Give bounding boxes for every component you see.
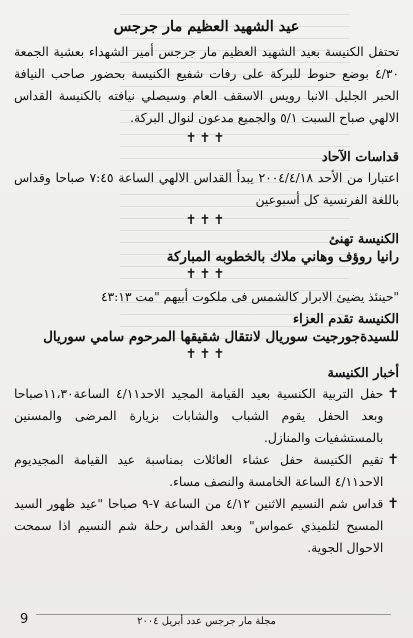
news-item	[14, 383, 399, 449]
congrats-text: رانيا روؤف وهاني ملاك بالخطوبه المباركة	[166, 249, 399, 265]
masses-paragraph: اعتبارا من الأحد ٢٠٠٤/٤/١٨ يبدأ القداس الالهي الساعة ٧:٤٥ صباحا وقداس باللغة الفرنسية كل أسبوعين	[14, 171, 400, 207]
cross-divider-1: ✝✝✝	[185, 131, 228, 146]
news-item	[14, 449, 399, 493]
masses-heading: قداسات الآحاد	[321, 150, 399, 165]
condolences-heading: الكنيسة تقدم العزاء	[292, 312, 399, 327]
congrats-heading: الكنيسة تهنئ	[328, 232, 399, 247]
condolences-text: للسيدةجورجيت سوريال لانتقال شقيقها المرحوم سامي سوريال	[43, 329, 399, 345]
footer-text: مجلة مار جرجس عدد أبريل ٢٠٠٤	[137, 616, 276, 627]
news-list	[14, 383, 399, 559]
page-title: عيد الشهيد العظيم مار جرجس	[113, 18, 300, 35]
news-heading: أخبار الكنيسة	[327, 366, 399, 381]
cross-icon: ✝	[387, 386, 399, 402]
cross-icon: ✝	[387, 496, 399, 512]
intro-paragraph: تحتفل الكنيسة بعيد الشهيد العظيم مار جرجس أمير الشهداء بعشية الجمعة ٤/٣٠ بوضع حنوط للبركة على رفات شفيع الكنيسة بحضور صاحب النيافة الحبر الجليل الانبا رويس الاسقف العام وسيصلي نيافته بالكنيسة القداس الالهي صباح السبت ٥/١ والجميع مدعون لنوال البركة.	[14, 45, 399, 125]
cross-divider-4: ✝✝✝	[185, 347, 228, 362]
cross-divider-3: ✝✝✝	[185, 267, 228, 282]
bible-quote: "حينئذ يضيئ الابرار كالشمس فى ملكوت أبيهم "مت ٤٣:١٣	[100, 290, 399, 304]
footer-divider	[36, 614, 391, 615]
cross-divider-2: ✝✝✝	[185, 213, 228, 228]
news-item-text: حفل التربية الكنسية بعيد القيامة المجيد الاحد٤/١١ الساعة١١،٣٠صباحا وبعد الحفل يقوم الشباب والشابات بزيارة المرضى والمسنين بالمستشفيات والمنازل.	[14, 387, 384, 445]
cross-icon: ✝	[387, 452, 399, 468]
page-number: 9	[20, 612, 29, 627]
page-footer	[0, 612, 413, 632]
news-item	[14, 493, 399, 559]
news-item-text: قداس شم النسيم الاثنين ٤/١٢ من الساعة ٧-٩ صباحا "عيد ظهور السيد المسيح لتلميذي عمواس" وبعد القداس رحلة شم النسيم اذا سمحت الاحوال الجوية.	[14, 497, 384, 555]
page-content	[14, 18, 399, 559]
news-item-text: تقيم الكنيسة حفل عشاء العائلات بمناسبة عيد القيامة المجيديوم الاحد٤/١١ الساعة الخامسة والنصف مساء.	[14, 453, 384, 489]
